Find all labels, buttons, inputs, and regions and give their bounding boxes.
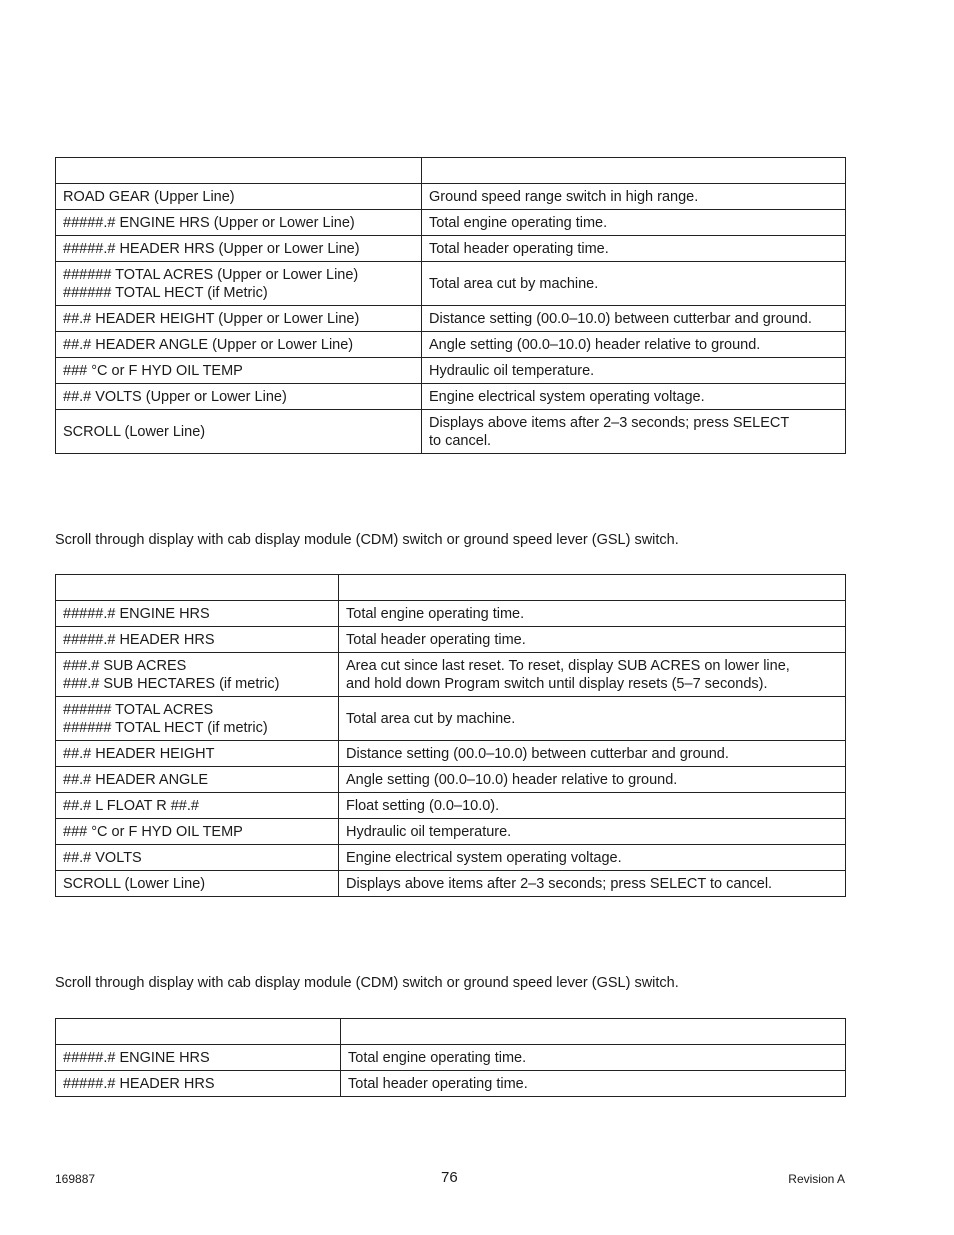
cell-text-line: ###### TOTAL HECT (if Metric) [63, 284, 268, 301]
cell-text-line: SCROLL (Lower Line) [63, 423, 206, 440]
display-readout-cell [56, 262, 422, 306]
table-header-cell [341, 1019, 846, 1045]
cell-text-line: Displays above items after 2–3 seconds; press SELECT [429, 414, 790, 431]
display-readout-cell [56, 697, 339, 741]
table-row [56, 306, 846, 332]
description-cell [422, 384, 846, 410]
display-readout-cell [56, 384, 422, 410]
description-cell [339, 697, 846, 741]
table-row [56, 358, 846, 384]
instruction-paragraph-2: Scroll through display with cab display module (CDM) switch or ground speed lever (GSL) switch. [55, 975, 679, 991]
table-row [56, 697, 846, 741]
description-cell [339, 845, 846, 871]
cell-text-line: ### °C or F HYD OIL TEMP [63, 362, 243, 379]
description-cell [339, 767, 846, 793]
cell-text-line: Angle setting (00.0–10.0) header relative to ground. [346, 771, 678, 788]
description-cell [422, 184, 846, 210]
display-readout-cell [56, 332, 422, 358]
table-row [56, 653, 846, 697]
table-row [56, 1045, 846, 1071]
table-header-row [56, 575, 846, 601]
cell-text-line: Hydraulic oil temperature. [346, 823, 512, 840]
cell-text-line: SCROLL (Lower Line) [63, 875, 206, 892]
cell-text-line: ### °C or F HYD OIL TEMP [63, 823, 243, 840]
cell-text-line: ##.# L FLOAT R ##.# [63, 797, 199, 814]
table-row [56, 627, 846, 653]
display-readout-cell [56, 1045, 341, 1071]
display-readout-cell [56, 210, 422, 236]
description-cell [422, 236, 846, 262]
cell-text-line: Total area cut by machine. [346, 710, 516, 727]
table-row [56, 384, 846, 410]
table-header-cell [339, 575, 846, 601]
display-readout-cell [56, 601, 339, 627]
cell-text-line: ###### TOTAL ACRES [63, 701, 214, 718]
description-cell [341, 1045, 846, 1071]
display-table-3 [55, 1018, 846, 1097]
table-header-cell [56, 158, 422, 184]
revision-label: Revision A [788, 1172, 845, 1186]
cell-text-line: ROAD GEAR (Upper Line) [63, 188, 235, 205]
cell-text-line: Total header operating time. [429, 240, 609, 257]
cell-text-line: ##.# HEADER ANGLE [63, 771, 209, 788]
instruction-paragraph-1: Scroll through display with cab display module (CDM) switch or ground speed lever (GSL) switch. [55, 532, 679, 548]
cell-text-line: Distance setting (00.0–10.0) between cutterbar and ground. [429, 310, 812, 327]
cell-text-line: #####.# HEADER HRS [63, 1075, 215, 1092]
display-table-2 [55, 574, 846, 897]
cell-text-line: ###.# SUB HECTARES (if metric) [63, 675, 280, 692]
table-row [56, 741, 846, 767]
description-cell [422, 306, 846, 332]
cell-text-line: Total header operating time. [346, 631, 526, 648]
cell-text-line: #####.# ENGINE HRS (Upper or Lower Line) [63, 214, 355, 231]
display-readout-cell [56, 184, 422, 210]
table-row [56, 262, 846, 306]
cell-text-line: ###### TOTAL ACRES (Upper or Lower Line) [63, 266, 359, 283]
cell-text-line: to cancel. [429, 432, 492, 449]
display-readout-cell [56, 1071, 341, 1097]
description-cell [339, 653, 846, 697]
description-cell [422, 332, 846, 358]
cell-text-line: Displays above items after 2–3 seconds; press SELECT to cancel. [346, 875, 773, 892]
cell-text-line: ##.# HEADER ANGLE (Upper or Lower Line) [63, 336, 354, 353]
table-header-cell [422, 158, 846, 184]
cell-text-line: ###### TOTAL HECT (if metric) [63, 719, 268, 736]
page-number: 76 [441, 1169, 458, 1186]
cell-text-line: Engine electrical system operating voltage. [429, 388, 705, 405]
cell-text-line: Total engine operating time. [346, 605, 525, 622]
cell-text-line: ##.# HEADER HEIGHT (Upper or Lower Line) [63, 310, 360, 327]
table-header-row [56, 158, 846, 184]
cell-text-line: Angle setting (00.0–10.0) header relative to ground. [429, 336, 761, 353]
display-readout-cell [56, 653, 339, 697]
table-row [56, 601, 846, 627]
table-header-cell [56, 1019, 341, 1045]
cell-text-line: ##.# VOLTS [63, 849, 142, 866]
table-row [56, 767, 846, 793]
description-cell [339, 793, 846, 819]
display-readout-cell [56, 627, 339, 653]
cell-text-line: Engine electrical system operating voltage. [346, 849, 622, 866]
display-readout-cell [56, 358, 422, 384]
table-row [56, 819, 846, 845]
cell-text-line: #####.# HEADER HRS (Upper or Lower Line) [63, 240, 360, 257]
table-row [56, 1071, 846, 1097]
display-table-1 [55, 157, 846, 454]
description-cell [422, 410, 846, 454]
description-cell [339, 601, 846, 627]
cell-text-line: ##.# VOLTS (Upper or Lower Line) [63, 388, 287, 405]
cell-text-line: Distance setting (00.0–10.0) between cutterbar and ground. [346, 745, 729, 762]
display-readout-cell [56, 871, 339, 897]
display-readout-cell [56, 236, 422, 262]
description-cell [341, 1071, 846, 1097]
display-readout-cell [56, 306, 422, 332]
description-cell [422, 262, 846, 306]
description-cell [339, 741, 846, 767]
cell-text-line: Total engine operating time. [348, 1049, 527, 1066]
table-row [56, 793, 846, 819]
cell-text-line: Hydraulic oil temperature. [429, 362, 595, 379]
description-cell [339, 819, 846, 845]
description-cell [339, 871, 846, 897]
cell-text-line: ##.# HEADER HEIGHT [63, 745, 215, 762]
table-row [56, 210, 846, 236]
table-row [56, 332, 846, 358]
cell-text-line: Total engine operating time. [429, 214, 608, 231]
cell-text-line: Float setting (0.0–10.0). [346, 797, 500, 814]
display-readout-cell [56, 819, 339, 845]
table-header-cell [56, 575, 339, 601]
description-cell [339, 627, 846, 653]
table-row [56, 871, 846, 897]
description-cell [422, 210, 846, 236]
cell-text-line: Total header operating time. [348, 1075, 528, 1092]
cell-text-line: Total area cut by machine. [429, 275, 599, 292]
cell-text-line: #####.# ENGINE HRS [63, 1049, 210, 1066]
cell-text-line: and hold down Program switch until display resets (5–7 seconds). [346, 675, 768, 692]
display-readout-cell [56, 741, 339, 767]
display-readout-cell [56, 845, 339, 871]
table-row [56, 184, 846, 210]
cell-text-line: #####.# HEADER HRS [63, 631, 215, 648]
cell-text-line: Ground speed range switch in high range. [429, 188, 699, 205]
cell-text-line: #####.# ENGINE HRS [63, 605, 210, 622]
table-row [56, 236, 846, 262]
cell-text-line: ###.# SUB ACRES [63, 657, 187, 674]
document-number: 169887 [55, 1172, 96, 1186]
cell-text-line: Area cut since last reset. To reset, display SUB ACRES on lower line, [346, 657, 790, 674]
table-header-row [56, 1019, 846, 1045]
table-row [56, 410, 846, 454]
display-readout-cell [56, 410, 422, 454]
display-readout-cell [56, 793, 339, 819]
table-row [56, 845, 846, 871]
description-cell [422, 358, 846, 384]
display-readout-cell [56, 767, 339, 793]
